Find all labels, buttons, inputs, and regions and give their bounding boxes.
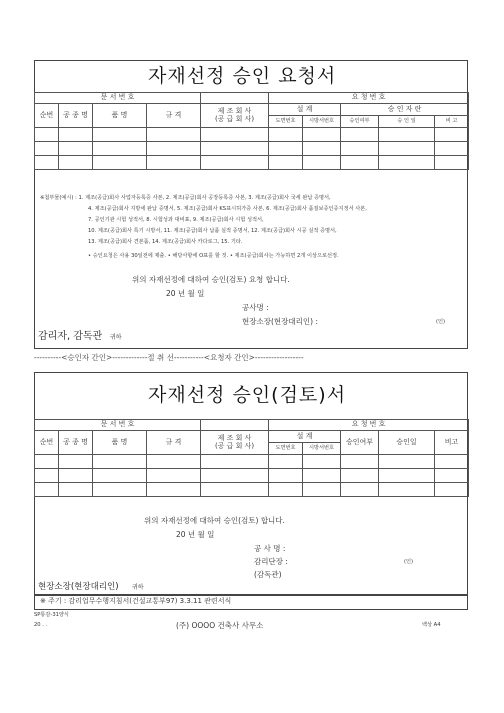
approval-text: 위의 자재선정에 대하여 승인(검토) 합니다. (144, 516, 285, 525)
col-approve-yn: 승인여부 (341, 116, 379, 128)
doc-no-label: 문 서 번 호 (35, 93, 201, 104)
col-seq: 순번 (35, 104, 59, 128)
request-date: 20 년 월 일 (166, 289, 205, 298)
supervisor-label: 감리단장 : (254, 557, 288, 566)
site-manager-label: 현장소장(현장대리인) : (242, 317, 318, 326)
table-row[interactable] (35, 455, 469, 469)
col-spec-2: 규 격 (147, 431, 201, 455)
col-maker-label: 제 조 회 사 (217, 107, 252, 116)
col-maker-sub: (공 급 회 사) (214, 114, 255, 123)
col-design: 설 계 (269, 104, 341, 116)
table-row[interactable] (35, 142, 469, 156)
col-drawing-no-2: 도면번호 (269, 443, 303, 455)
col-item: 품 명 (93, 104, 147, 128)
seal-mark: (인) (436, 319, 446, 325)
form1-title: 자재선정 승인 요청서 (148, 65, 337, 87)
form2-title: 자재선정 승인(검토)서 (148, 384, 347, 406)
request-text: 위의 자재선정에 대하여 승인(검토) 요청 합니다. (132, 275, 290, 284)
table-row[interactable] (35, 483, 469, 497)
col-approve-date: 승 인 일 (379, 116, 435, 128)
company-name: (주) OOOO 건축사 사무소 (176, 621, 264, 630)
req-no-label: 요 청 번 호 (269, 93, 469, 104)
form1-table (34, 92, 469, 170)
form-code: SP통감-31양식 (34, 612, 69, 618)
attachment-line-1: ※첨부물(예시) : 1. 제조(공급)회사 사업자등록증 사본, 2. 제조(공급)회사 공장등록증 사본, 3. 제조(공급)회사 국세 완납 증명서, (40, 195, 331, 201)
col-item-2: 품 명 (93, 431, 147, 455)
col-approver: 승 인 자 란 (341, 104, 469, 116)
col-drawing-no: 도면번호 (269, 116, 303, 128)
footer-date: 20 . . (34, 622, 48, 628)
doc-no-label-2: 문 서 번 호 (35, 420, 201, 431)
col-maker (201, 104, 269, 128)
col-note: 비 고 (435, 116, 469, 128)
doc-no-value[interactable] (201, 93, 269, 104)
table-row[interactable] (35, 156, 469, 170)
col-maker-sub-2: (공 급 회 사) (214, 441, 255, 450)
attachment-line-3: 7. 공인기관 시험 성적서, 8. 시험성과 대비표, 9. 제조(공급)회사 시험 성적서, (88, 217, 264, 223)
table-row[interactable] (35, 128, 469, 142)
recipient-2: 현장소장(현장대리인) (38, 582, 119, 592)
seal-mark-2: (인) (404, 559, 414, 565)
recipient-suffix: 귀하 (110, 334, 122, 341)
doc-no-value-2[interactable] (201, 420, 269, 431)
recipient-suffix-2: 귀하 (132, 584, 144, 591)
project-label-2: 공 사 명 : (254, 544, 286, 553)
cut-line: ----------<승인자 간인>-------------절 취 선-----------<요청자 간인>------------------ (34, 353, 304, 362)
paper-type: 백상 A4 (422, 622, 441, 628)
table-row[interactable] (35, 469, 469, 483)
attachment-line-5: 13. 제조(공급)회사 견본품, 14. 제조(공급)회사 카다로그, 15. 기타. (88, 239, 243, 245)
form2-table (34, 419, 469, 497)
col-note-2: 비고 (435, 431, 469, 455)
col-type-2: 공 종 명 (59, 431, 93, 455)
col-maker-label-2: 제 조 회 사 (217, 434, 252, 443)
col-type: 공 종 명 (59, 104, 93, 128)
col-maker-2 (201, 431, 269, 455)
col-approve-date-2: 승인일 (379, 431, 435, 455)
col-spec-no-2: 시방서번호 (303, 443, 341, 455)
attachment-notes: • 승인요청은 사용 30일전에 제출. • 해당사항에 O표를 할 것. • 제조(공급)회사는 가능하면 2개 이상으로선정. (88, 253, 339, 259)
col-seq-2: 순번 (35, 431, 59, 455)
attachment-line-2: 4. 제조(공급)회사 지방세 완납 증명서, 5. 제조(공급)회사 KS표시허가증 사본, 6. 제조(공급)회사 품질보증인증지정서 사본, (88, 206, 367, 212)
recipient: 감리자, 감독관 (38, 331, 103, 342)
col-approve-yn-2: 승인여부 (341, 431, 379, 455)
attachment-line-4: 10. 제조(공급)회사 특기 시방서, 11. 제조(공급)회사 납품 실적 증명서, 12. 제조(공급)회사 시공 실적 증명서, (88, 228, 337, 234)
col-design-2: 설 계 (269, 431, 341, 443)
footnote: ※ 주기 : 감리업무수행지침서(건설교통부97) 3.3.11 관련서식 (40, 597, 232, 605)
project-label: 공사명 : (242, 303, 269, 312)
req-no-label-2: 요 청 번 호 (269, 420, 469, 431)
col-spec: 규 격 (147, 104, 201, 128)
approval-date: 20 년 월 일 (176, 530, 215, 539)
col-spec-no: 시방서번호 (303, 116, 341, 128)
inspector-label: (감독관) (254, 570, 282, 579)
